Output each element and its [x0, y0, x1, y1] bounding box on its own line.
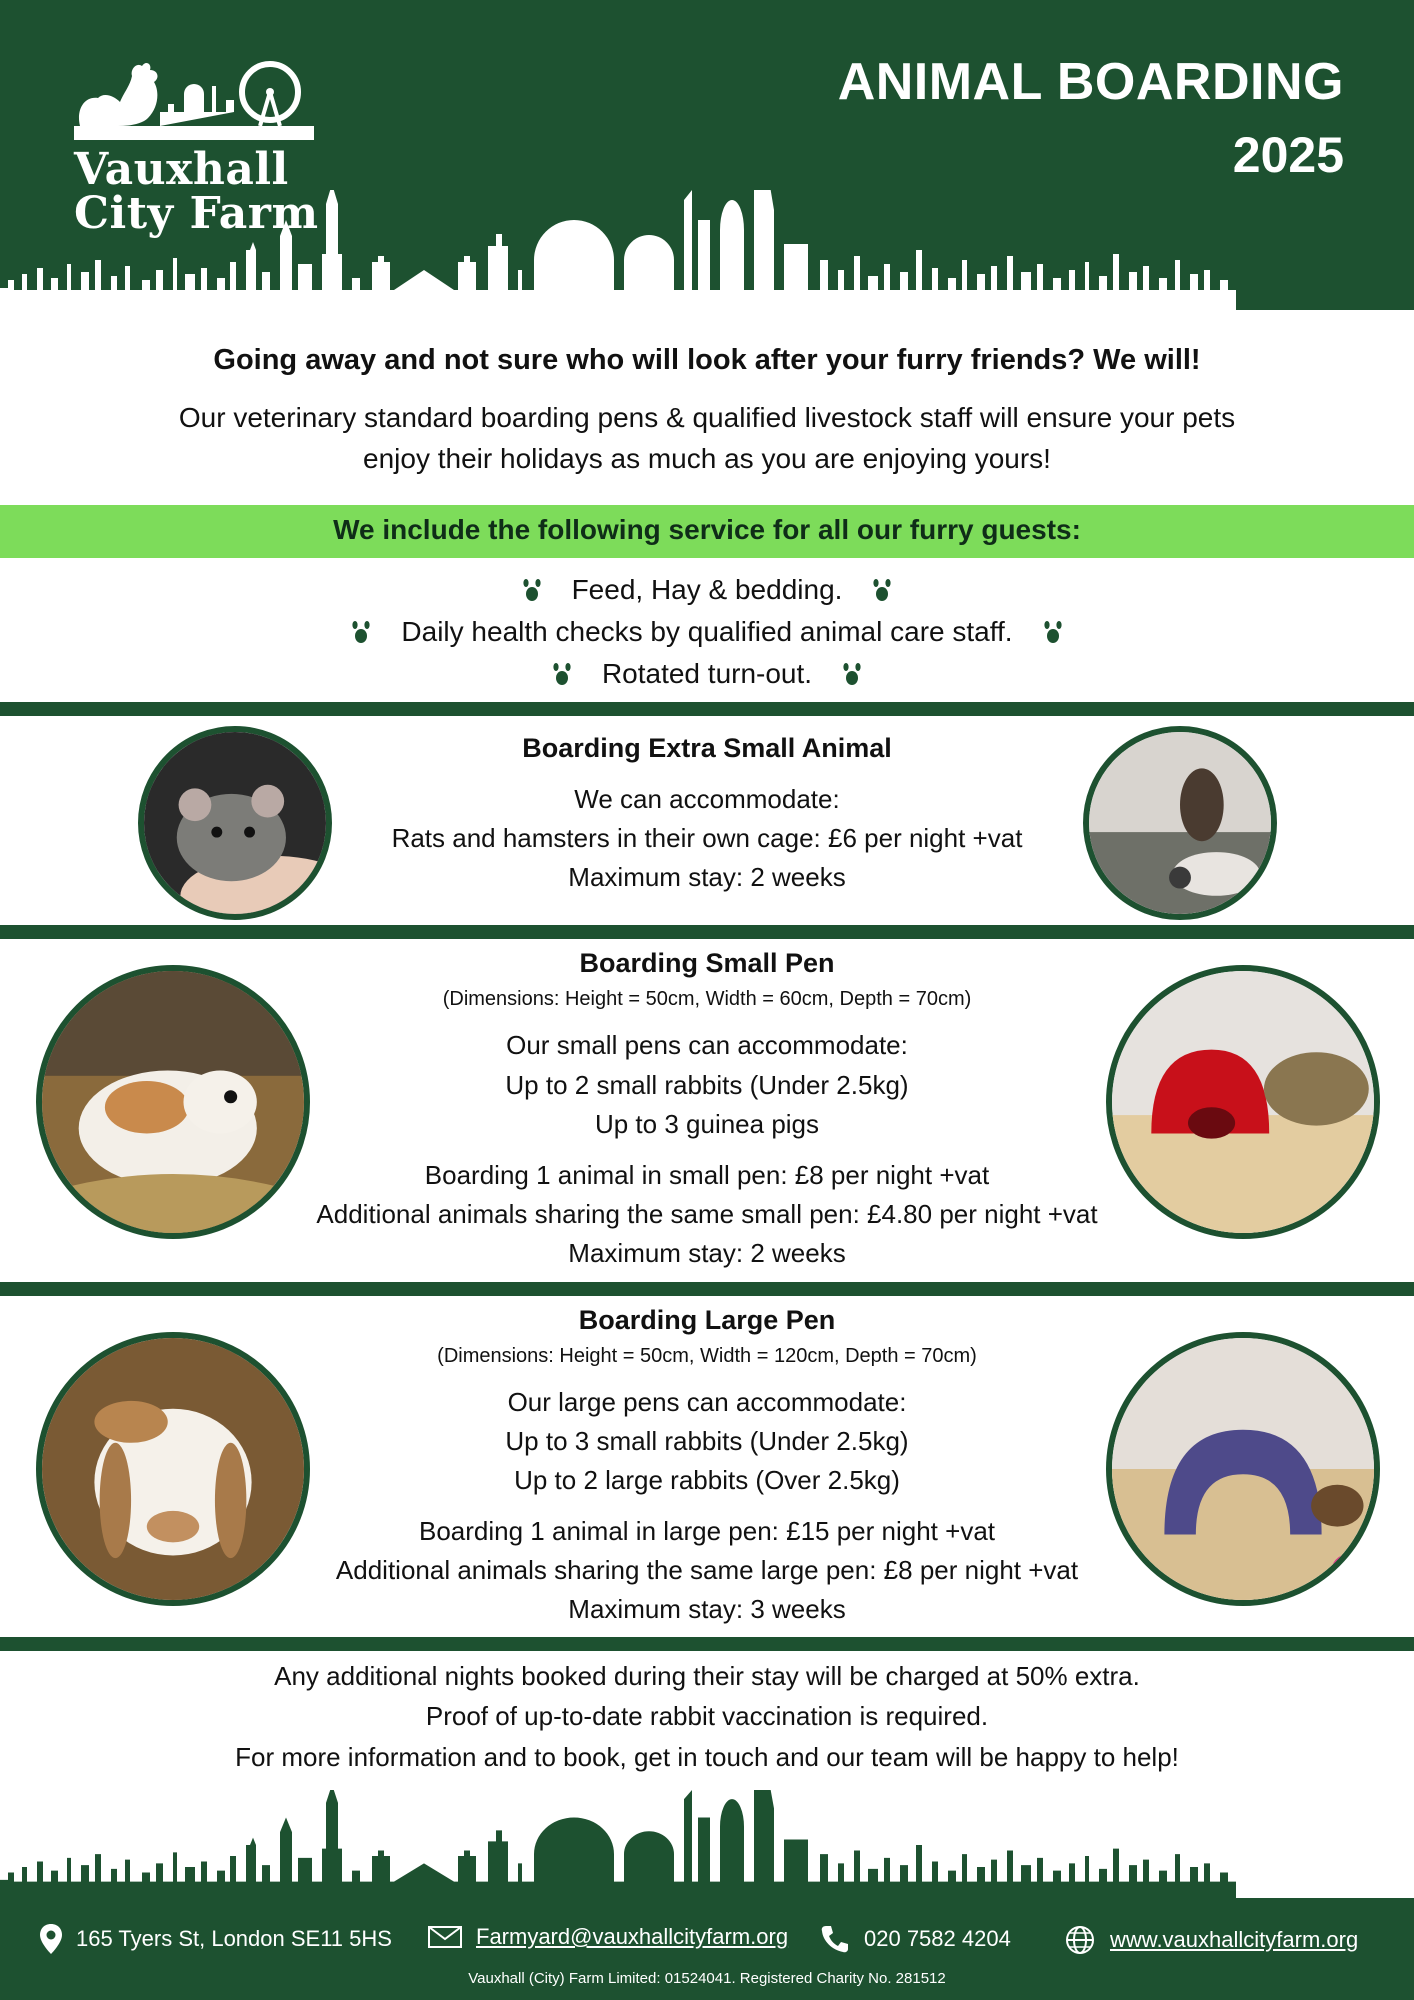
- note-line: Proof of up-to-date rabbit vaccination is required.: [425, 1701, 989, 1731]
- phone-icon: [820, 1924, 850, 1954]
- website-item[interactable]: [1064, 1924, 1358, 1956]
- globe-icon: [1064, 1924, 1096, 1956]
- service-item: [0, 574, 1414, 606]
- paw-icon: [351, 620, 371, 644]
- note-line: For more information and to book, get in touch and our team will be happy to help!: [235, 1742, 1179, 1772]
- service-item-label: Daily health checks by qualified animal care staff.: [401, 616, 1013, 647]
- header-banner: [0, 0, 1414, 310]
- section-divider: [0, 702, 1414, 716]
- service-item: [0, 658, 1414, 690]
- section-line: Up to 2 large rabbits (Over 2.5kg): [514, 1465, 900, 1495]
- service-item-label: Feed, Hay & bedding.: [571, 574, 843, 605]
- service-item: [0, 616, 1414, 648]
- section-line: Boarding 1 animal in small pen: £8 per night +vat: [424, 1160, 990, 1190]
- section-line: Up to 2 small rabbits (Under 2.5kg): [505, 1070, 909, 1100]
- website-link[interactable]: www.vauxhallcityfarm.org: [1110, 1927, 1359, 1952]
- section-line: Additional animals sharing the same small pen: £4.80 per night +vat: [316, 1199, 1098, 1229]
- envelope-icon: [428, 1926, 462, 1948]
- section-line: Our large pens can accommodate:: [507, 1387, 907, 1417]
- section-line: Maximum stay: 2 weeks: [568, 862, 846, 892]
- location-pin-icon: [40, 1924, 62, 1954]
- section-line: Rats and hamsters in their own cage: £6 per night +vat: [391, 823, 1023, 853]
- address-item: [40, 1924, 392, 1954]
- section-line: Up to 3 guinea pigs: [594, 1109, 820, 1139]
- section-divider: [0, 925, 1414, 939]
- services-heading: We include the following service for all our furry guests:: [333, 514, 1081, 545]
- rooster-skyline-icon: [70, 52, 320, 144]
- section-divider: [0, 1637, 1414, 1651]
- footer: [0, 1790, 1414, 2000]
- skyline-illustration: [0, 1790, 1414, 1900]
- intro-heading: Going away and not sure who will look after your furry friends? We will!: [213, 344, 1201, 376]
- logo-text-line1: Vauxhall: [74, 144, 289, 195]
- section-title-small-pen: Boarding Small Pen: [579, 948, 835, 978]
- section-line: We can accommodate:: [574, 784, 840, 814]
- section-dimensions: (Dimensions: Height = 50cm, Width = 60cm, Depth = 70cm): [442, 988, 972, 1010]
- section-title-large-pen: Boarding Large Pen: [578, 1305, 836, 1335]
- phone-item[interactable]: [820, 1924, 1011, 1954]
- section-line: Maximum stay: 2 weeks: [568, 1238, 846, 1268]
- address-text: 165 Tyers St, London SE11 5HS: [76, 1926, 392, 1951]
- section-line: Maximum stay: 3 weeks: [568, 1594, 846, 1624]
- intro-text-line1: Our veterinary standard boarding pens & qualified livestock staff will ensure your pets: [178, 402, 1236, 433]
- farm-logo[interactable]: [70, 52, 320, 242]
- page-title: ANIMAL BOARDING: [837, 53, 1344, 111]
- intro-text-line2: enjoy their holidays as much as you are enjoying yours!: [363, 443, 1051, 474]
- email-item[interactable]: [428, 1924, 788, 1950]
- phone-text: 020 7582 4204: [864, 1926, 1011, 1951]
- section-line: Our small pens can accommodate:: [506, 1030, 908, 1060]
- paw-icon: [1043, 620, 1063, 644]
- charity-info: Vauxhall (City) Farm Limited: 01524041. Registered Charity No. 281512: [468, 1970, 946, 1987]
- page-title-year: 2025: [1232, 127, 1344, 183]
- section-divider: [0, 1282, 1414, 1296]
- paw-icon: [872, 578, 892, 602]
- paw-icon: [842, 662, 862, 686]
- email-link[interactable]: Farmyard@vauxhallcityfarm.org: [476, 1924, 789, 1949]
- paw-icon: [552, 662, 572, 686]
- section-title-extra-small: Boarding Extra Small Animal: [522, 733, 892, 763]
- service-item-label: Rotated turn-out.: [601, 658, 813, 689]
- paw-icon: [522, 578, 542, 602]
- footer-contact-bar: [0, 1898, 1414, 2000]
- logo-text-line2: City Farm: [74, 188, 319, 239]
- section-line: Additional animals sharing the same large pen: £8 per night +vat: [335, 1555, 1079, 1585]
- section-line: Boarding 1 animal in large pen: £15 per night +vat: [419, 1516, 995, 1546]
- section-dimensions: (Dimensions: Height = 50cm, Width = 120cm, Depth = 70cm): [437, 1345, 977, 1367]
- note-line: Any additional nights booked during their stay will be charged at 50% extra.: [274, 1661, 1140, 1691]
- section-line: Up to 3 small rabbits (Under 2.5kg): [505, 1426, 909, 1456]
